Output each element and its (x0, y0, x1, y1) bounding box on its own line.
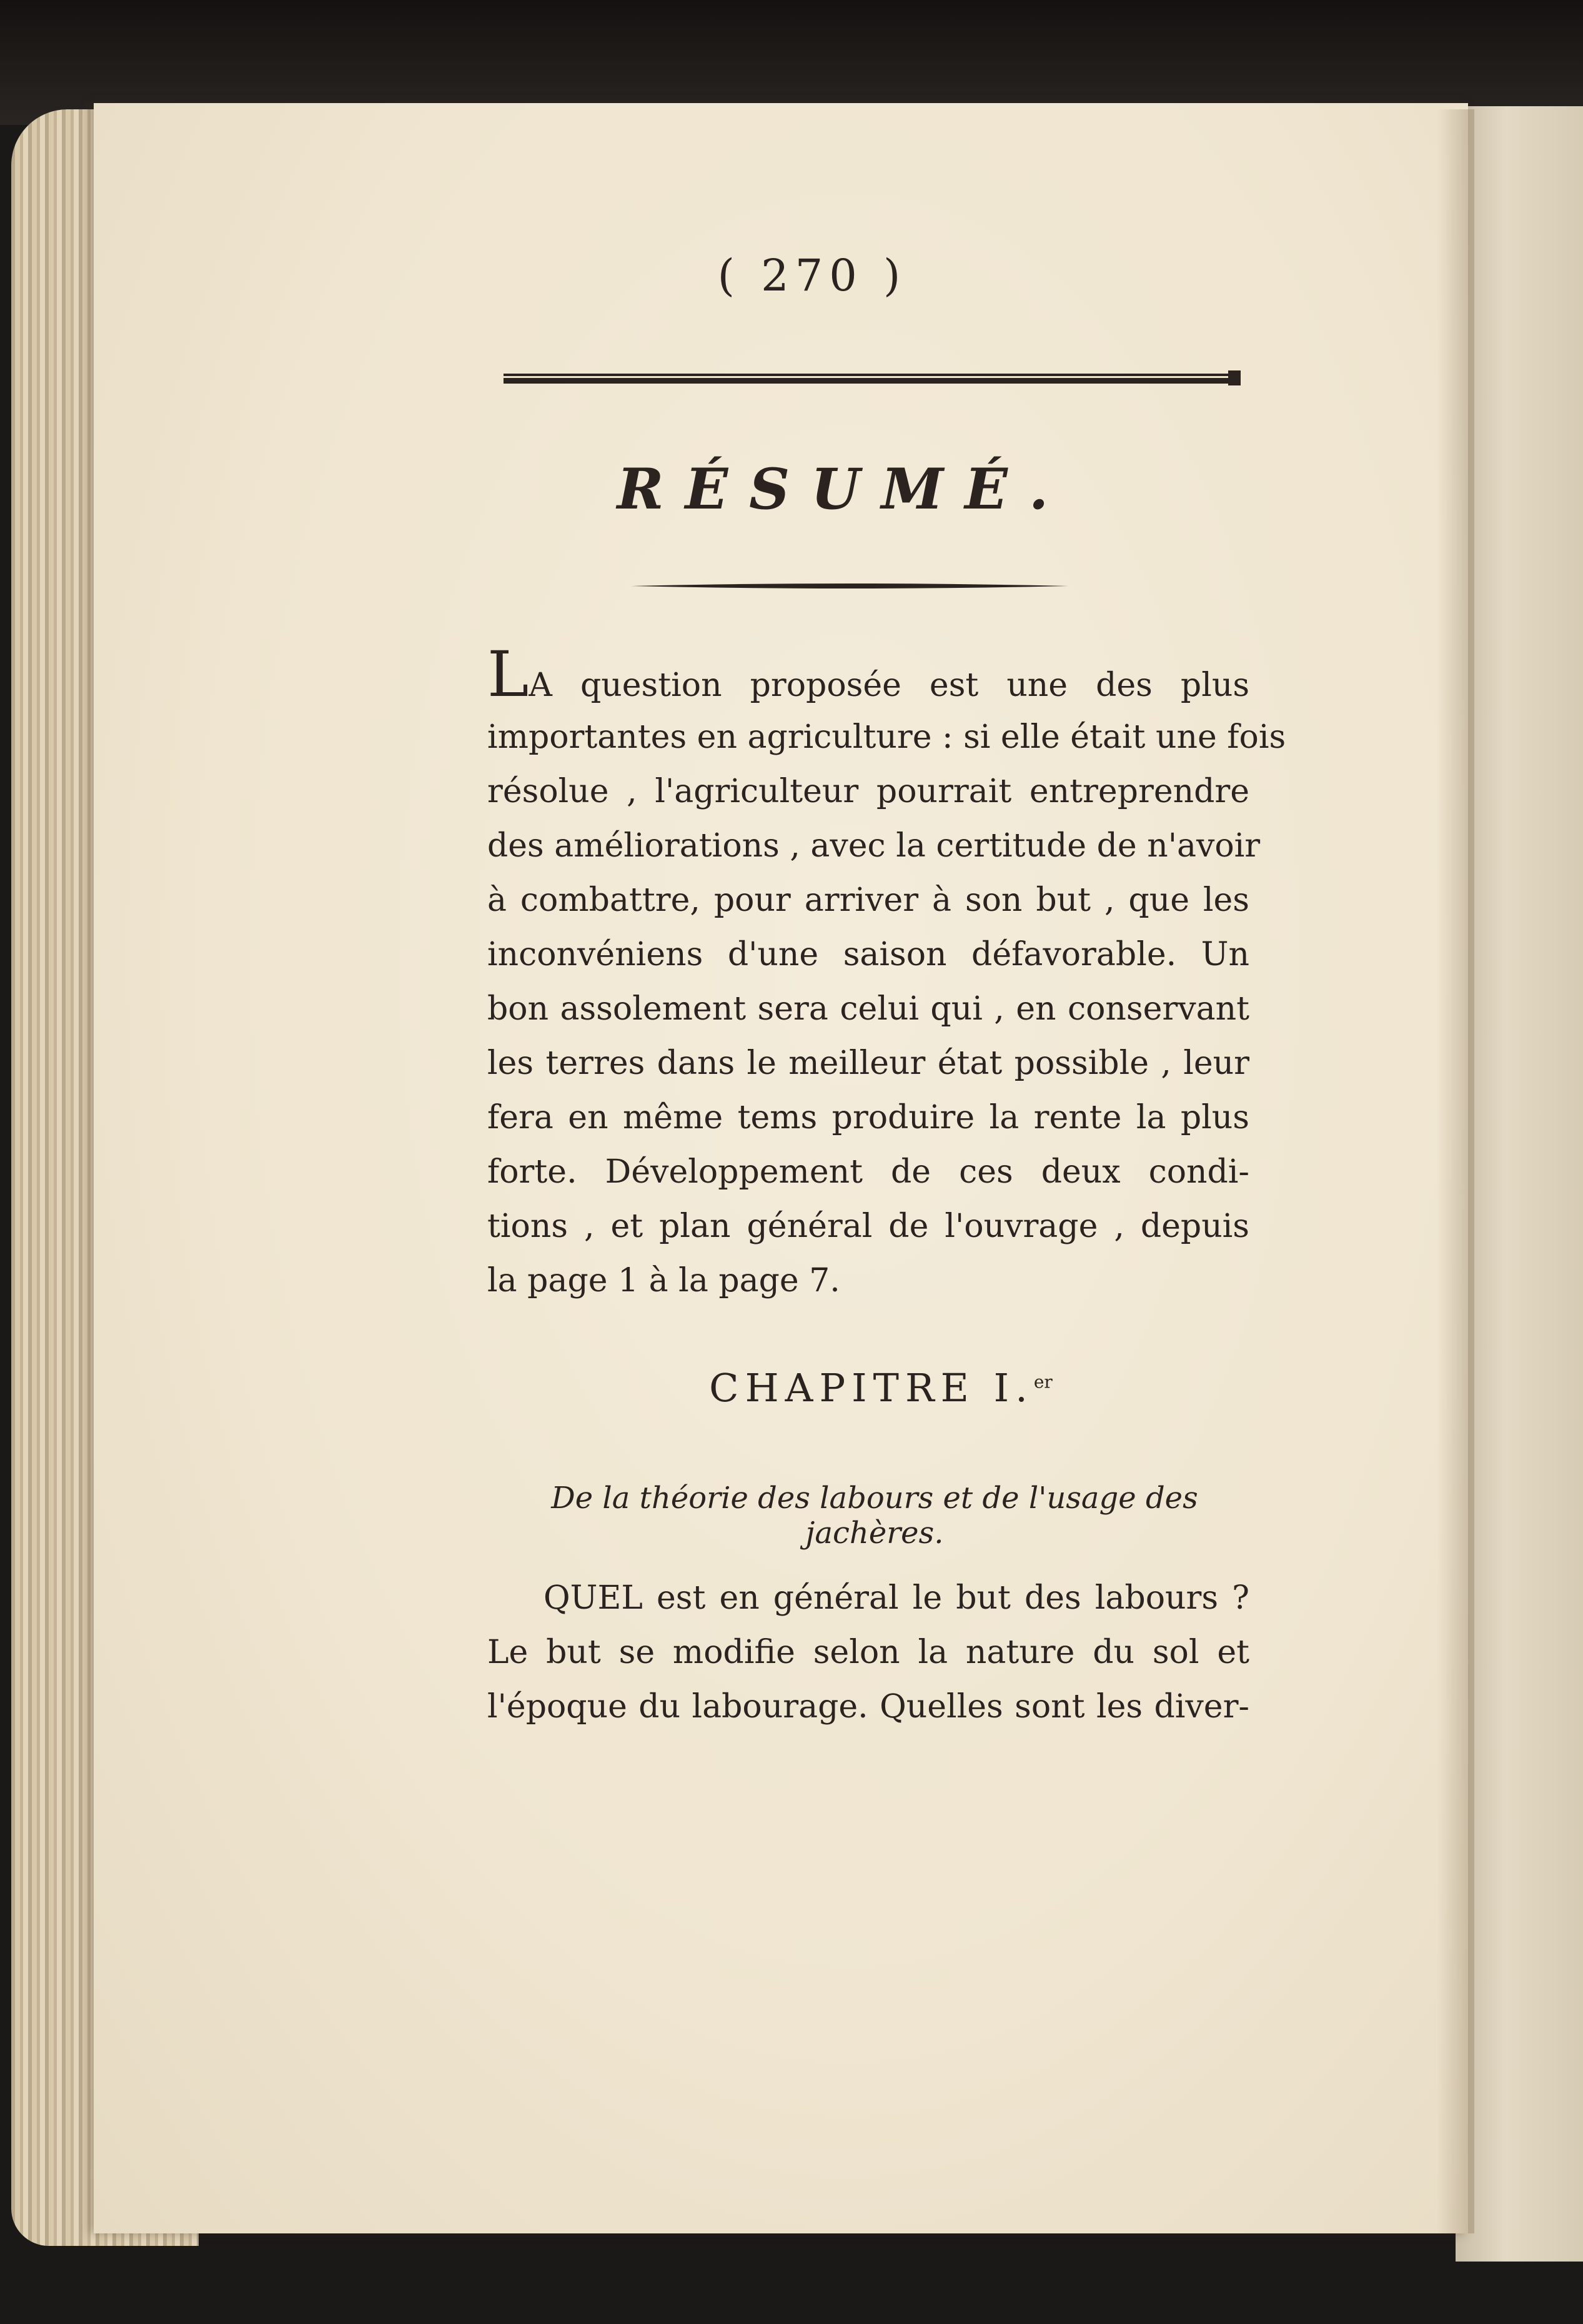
summary-paragraph (487, 638, 1286, 1308)
paragraph-line-text: A question proposée est une des plus (528, 667, 1249, 704)
page-title: RÉSUMÉ. (617, 456, 1070, 522)
drop-cap-letter: L (487, 638, 529, 711)
paragraph-line: les terres dans le meilleur état possible , leur (487, 1045, 1249, 1082)
paragraph-line: des améliorations , avec la certitude de n'avoir (487, 827, 1261, 865)
chapter-heading-text: CHAPITRE I. (709, 1365, 1034, 1411)
paragraph-line: résolue , l'agriculteur pourrait entreprendre (487, 773, 1249, 810)
paragraph-line: inconvéniens d'une saison défavorable. Un (487, 936, 1249, 973)
page-number: ( 270 ) (717, 250, 907, 301)
paragraph-line: forte. Développement de ces deux condi- (487, 1153, 1249, 1191)
chapter-heading-superscript: er (1033, 1371, 1053, 1393)
paragraph-line: Le but se modifie selon la nature du sol et (487, 1634, 1249, 1671)
paragraph-line: l'époque du labourage. Quelles sont les diver- (487, 1688, 1249, 1726)
page-gutter-shadow (1437, 109, 1474, 2233)
paragraph-line: à combattre, pour arriver à son but , que les (487, 881, 1249, 919)
double-rule-ornament (504, 369, 1241, 387)
paragraph-line: bon assolement sera celui qui , en conservant (487, 990, 1249, 1028)
paragraph-line (487, 638, 1249, 711)
chapter-paragraph (487, 1571, 1249, 1734)
paragraph-line: tions , et plan général de l'ouvrage , depuis (487, 1208, 1249, 1245)
chapter-heading (612, 1365, 1149, 1411)
adjacent-page-edge (1456, 106, 1583, 2262)
paragraph-line: la page 1 à la page 7. (487, 1262, 840, 1299)
paragraph-line: importantes en agriculture : si elle était une fois (487, 718, 1286, 756)
tapered-rule-ornament (631, 581, 1068, 591)
paragraph-line: fera en même tems produire la rente la plus (487, 1099, 1249, 1136)
chapter-subtitle: De la théorie des labours et de l'usage des jachères. (551, 1481, 1198, 1551)
paragraph-line: QUEL est en général le but des labours ? (543, 1579, 1249, 1617)
